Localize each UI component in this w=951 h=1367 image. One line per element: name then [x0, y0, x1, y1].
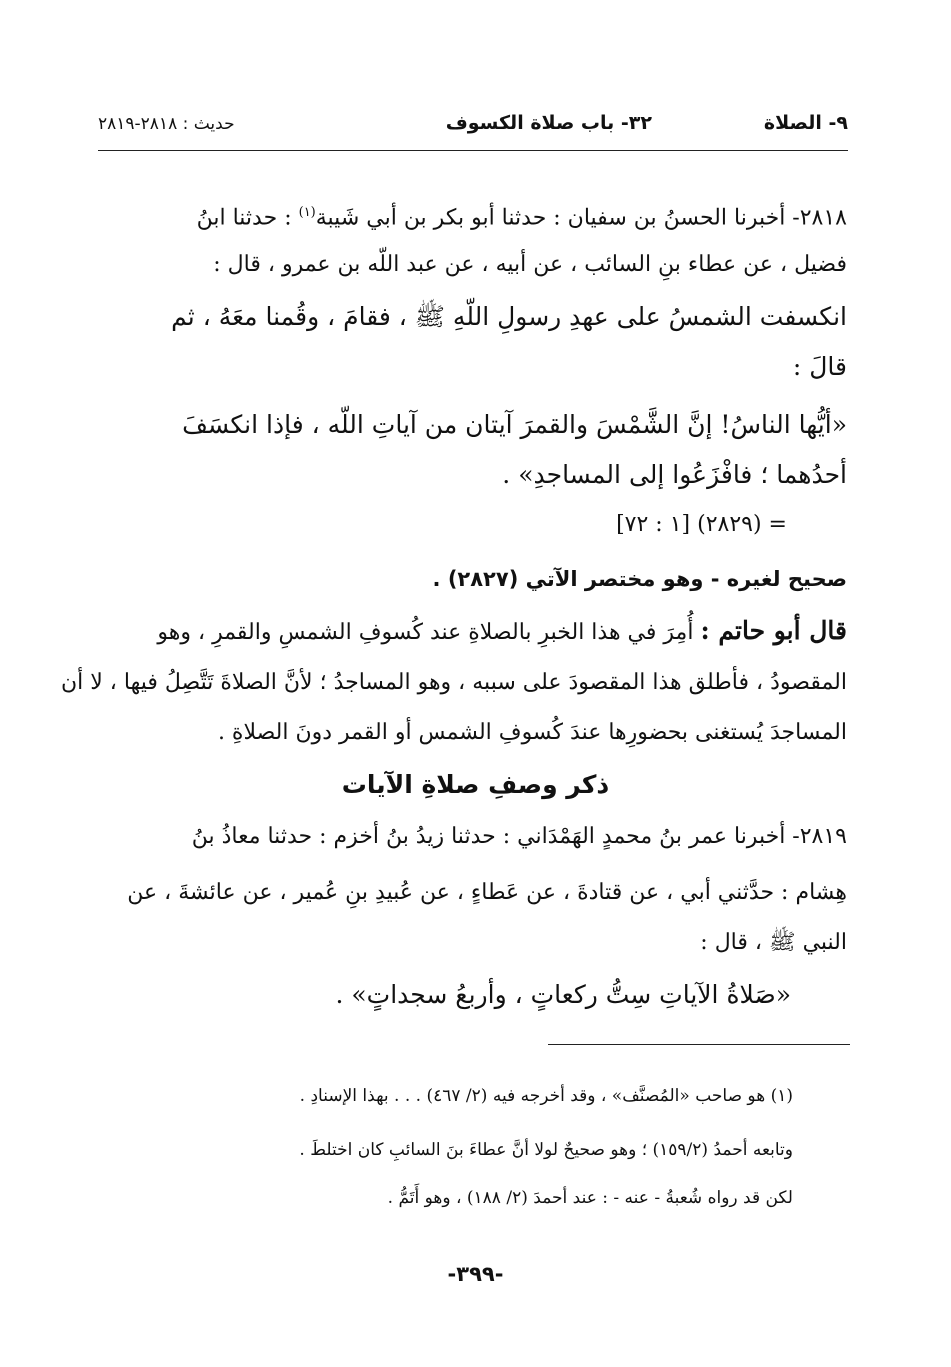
- section-title: ذكر وصفِ صلاةِ الآيات: [341, 770, 610, 799]
- hadith-2819-isnad-line-1: ٢٨١٩- أخبرنا عمر بنُ محمدٍ الهَمْدَاني : حدثنا زيدُ بنُ أخزم : حدثنا معاذُ بنُ: [191, 824, 847, 849]
- hadith-2818-matn-line-1: انكسفت الشمسُ على عهدِ رسولِ اللّهِ ﷺ ، فقامَ ، وقُمنا معَهُ ، ثم: [171, 302, 847, 331]
- header-rule: [98, 150, 848, 151]
- hadith-2819-isnad-line-3: النبي ﷺ ، قال :: [700, 930, 847, 955]
- hadith-2818-matn-line-3: «أيُّها الناسُ! إنَّ الشَّمْسَ والقمرَ آيتان من آياتِ اللّه ، فإذا انكسَفَ: [182, 410, 847, 439]
- hadith-2818-matn-line-4: أحدُهما ؛ فافْزَعُوا إلى المساجدِ» .: [502, 460, 847, 489]
- hadith-2818-matn-line-2: قالَ :: [792, 352, 847, 381]
- page-number: -٣٩٩-: [447, 1262, 504, 1286]
- hadith-2818-isnad-line-1: [197, 198, 847, 233]
- footnote-line-2: وتابعه أحمدُ (١٥٩/٢) ؛ وهو صحيحٌ لولا أنَّ عطاءَ بنَ السائبِ كان اختلطَ .: [299, 1140, 793, 1160]
- running-header: [98, 108, 848, 142]
- footnote-line-3: لكن قد رواه شُعبةُ - عنه - : عند أحمدَ (٢/ ١٨٨) ، وهو أَتَمُّ .: [387, 1188, 793, 1208]
- chapter-title: ٩- الصلاة: [763, 112, 848, 134]
- hadith-2819-isnad-line-2: هِشام : حدَّثني أبي ، عن قتادةَ ، عن عَطاءٍ ، عن عُبيدِ بنِ عُمير ، عن عائشةَ ، عن: [127, 880, 847, 905]
- isnad-text: ٢٨١٨- أخبرنا الحسنُ بن سفيان : حدثنا أبو بكر بن أبي شَيبة: [315, 205, 847, 231]
- comment-line-3: المساجدَ يُستغنى بحضورِها عندَ كُسوفِ الشمس أو القمر دونَ الصلاةِ .: [217, 720, 847, 745]
- footnote-rule: [548, 1044, 850, 1045]
- cross-reference: = (٢٨٢٩) [١ : ٧٢]: [616, 512, 787, 537]
- hadith-range: حديث : ٢٨١٨-٢٨١٩: [98, 114, 235, 134]
- footnote-line-1: (١) هو صاحب «المُصنَّف» ، وقد أخرجه فيه (٢/ ٤٦٧) . . . بهذا الإسنادِ .: [299, 1086, 793, 1106]
- comment-line-1: [157, 616, 847, 648]
- comment-lead: قال أبو حاتم :: [700, 616, 847, 645]
- bab-title: ٣٢- باب صلاة الكسوف: [445, 112, 652, 134]
- comment-text: أُمِرَ في هذا الخبرِ بالصلاةِ عند كُسوفِ الشمسِ والقمرِ ، وهو: [157, 620, 701, 645]
- isnad-text-end: : حدثنا ابنُ: [196, 205, 299, 231]
- hadith-2818-isnad-line-2: فضيل ، عن عطاء بنِ السائب ، عن أبيه ، عن عبد اللّه بن عمرو ، قال :: [213, 252, 847, 277]
- hadith-2819-matn: «صَلاةُ الآياتِ سِتُّ ركعاتٍ ، وأربعُ سجداتٍ» .: [335, 980, 791, 1009]
- comment-line-2: المقصودُ ، فأطلق هذا المقصودَ على سببه ، وهو المساجدُ ؛ لأنَّ الصلاةَ تَتَّصِلُ فيها ، لا أن: [60, 670, 847, 695]
- footnote-marker[interactable]: (١): [298, 205, 316, 220]
- grading: صحيح لغيره - وهو مختصر الآتي (٢٨٢٧) .: [432, 567, 847, 591]
